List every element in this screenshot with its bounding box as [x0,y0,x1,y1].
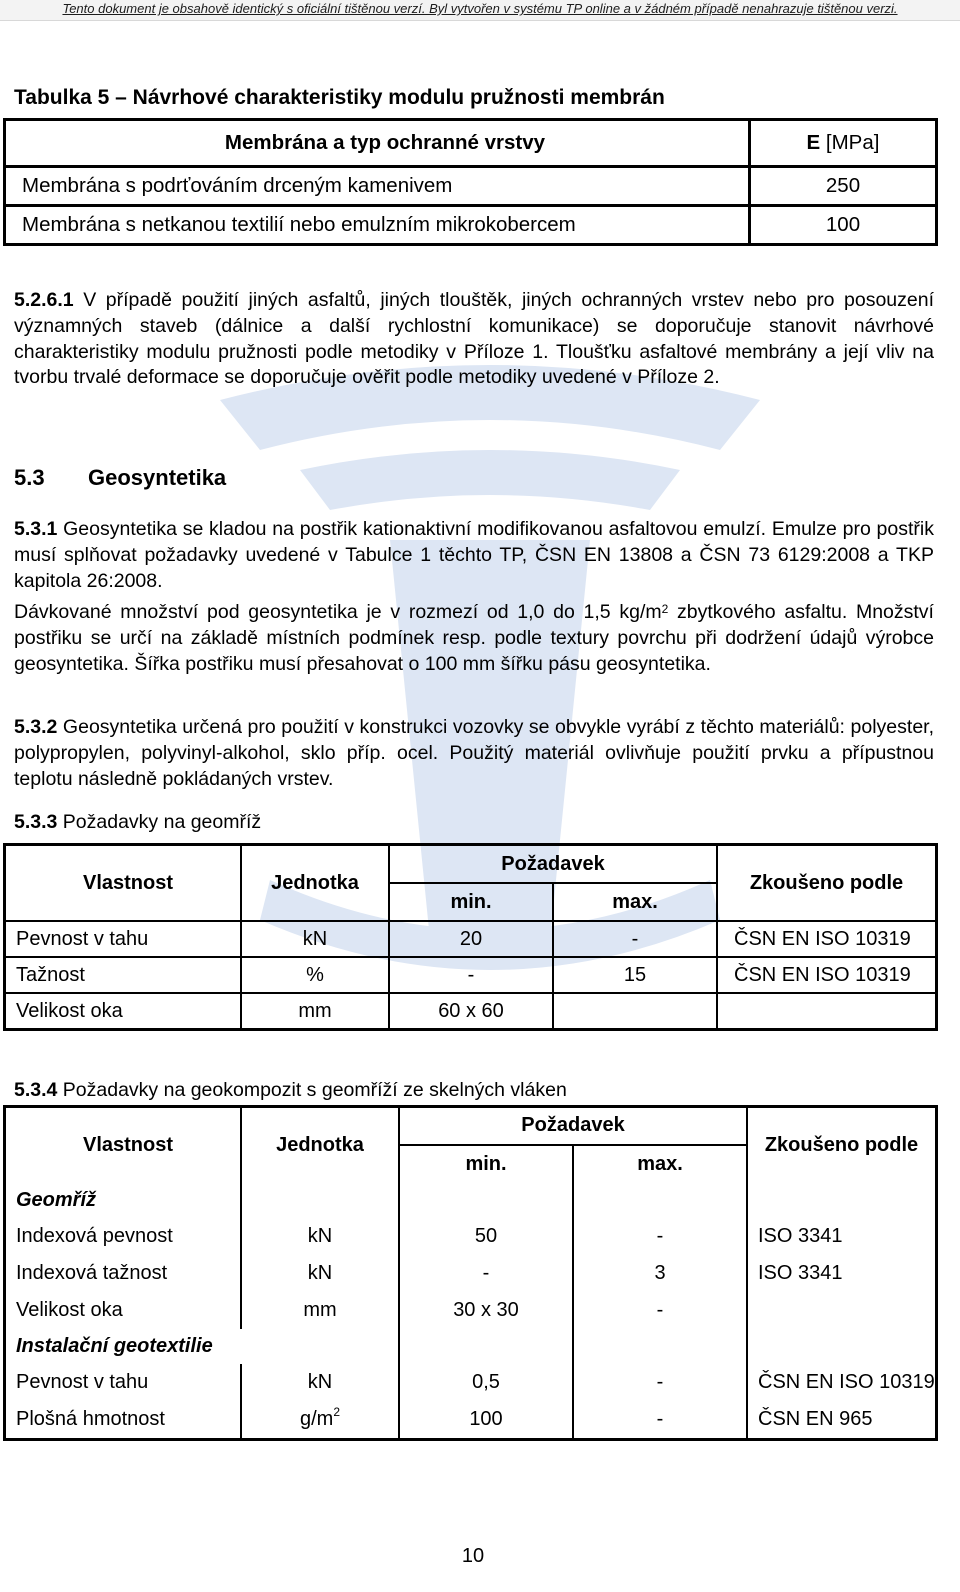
page-number: 10 [461,1545,485,1567]
header-vlastnost: Vlastnost [5,845,242,922]
header-jednotka: Jednotka [241,845,389,922]
header-max: max. [553,883,717,921]
paragraph-5-3-1 [14,517,934,594]
header-zkouseno: Zkoušeno podle [749,871,904,894]
paragraph-5-3-2 [14,715,934,792]
paragraph-text: Geosyntetika se kladou na postřik kationaktivní modifikovanou asfaltovou emulzí. Emulze pro postřik musí splňovat požadavky uvedené v Tabulce 1 těchto TP, ČSN EN 13808 a ČSN 73 6129:2008 a TKP kapitola 26:2008. [14,518,934,592]
paragraph-5-2-6-1 [14,288,934,391]
table-row: Velikost oka mm 60 x 60 [5,993,937,1030]
header-jednotka: Jednotka [241,1107,399,1183]
table-section-row [5,1183,937,1218]
paragraph-text: Geosyntetika určená pro použití v konstrukci vozovky se obvykle vyrábí z těchto materiálů: polyester, polypropylen, polyvinyl-alkohol, sklo příp. ocel. Použitý materiál ovlivňuje použití prvku a přípustnou teplotu následně pokládaných vrstev. [14,716,934,790]
table-row: Tažnost % - 15 ČSN EN ISO 10319 [5,957,937,993]
section-instalacni-geotextilie: Instalační geotextilie [5,1329,400,1364]
paragraph-number: 5.3.2 [14,716,58,738]
table-row [5,206,937,245]
table-row: Indexová pevnost kN 50 - ISO 3341 [5,1218,937,1255]
table5-cell-label: Membrána s netkanou textilií nebo emulzním mikrokobercem [5,206,750,245]
header-pozadavek: Požadavek [399,1107,747,1145]
section-number: 5.3 [14,465,45,490]
header-min: min. [399,1145,573,1183]
geogrid-requirements-table [3,843,938,1031]
table5-header-modulus: E [MPa] [750,120,937,167]
paragraph-number: 5.2.6.1 [14,289,74,311]
header-max: max. [573,1145,747,1183]
table-row: Pevnost v tahu kN 20 - ČSN EN ISO 10319 [5,921,937,957]
geocomposite-requirements-table [3,1105,938,1441]
table-section-row [5,1329,937,1364]
table5-caption: Tabulka 5 – Návrhové charakteristiky modulu pružnosti membrán [14,86,665,109]
header-vlastnost: Vlastnost [5,1107,242,1183]
heading-5-3-4: 5.3.4 Požadavky na geokompozit s geomříží ze skelných vláken [14,1079,567,1101]
section-geomriz: Geomříž [5,1183,242,1218]
table-row: Velikost oka mm 30 x 30 - [5,1292,937,1329]
header-min: min. [389,883,553,921]
table-row: Indexová tažnost kN - 3 ISO 3341 [5,1255,937,1292]
table-row [5,167,937,206]
paragraph-text: V případě použití jiných asfaltů, jiných tlouštěk, jiných ochranných vrstev nebo pro posouzení významných staveb (dálnice a další rychlostní komunikace) se doporučuje stanovit návrhové charakteristiky modulu pružnosti podle metodiky v Příloze 1. Tloušťku asfaltové membrány a její vliv na tvorbu trvalé deformace se doporučuje ověřit podle metodiky uvedené v Příloze 2. [14,289,934,389]
heading-5-3-3: 5.3.3 Požadavky na geomříž [14,811,262,833]
table-row: Pevnost v tahu kN 0,5 - ČSN EN ISO 10319 [5,1364,937,1401]
section-title: Geosyntetika [88,465,227,490]
table-row: Plošná hmotnost $g/m^2$ 100 - ČSN EN 965 [5,1401,937,1440]
table5-cell-label: Membrána s podrťováním drceným kamenivem [5,167,750,206]
table5-header-material: Membrána a typ ochranné vrstvy [5,120,750,167]
header-zkouseno: Zkoušeno podle [764,1133,919,1156]
header-pozadavek: Požadavek [389,845,717,884]
section-heading [14,465,226,491]
table5-cell-value: 100 [825,213,861,236]
paragraph-5-3-1-dosage: Dávkované množství pod geosyntetika je v rozmezí od 1,0 do 1,5 $kg/m^2$ zbytkového asfaltu. Množství postřiku se určí na základě místních podmínek resp. podle textury povrchu při dodržení údajů výrobce geosyntetika. Šířka postřiku musí přesahovat o 100 mm šířku pásu geosyntetika. [14,601,934,675]
paragraph-number: 5.3.1 [14,518,58,540]
table5-cell-value: 250 [750,167,937,206]
disclaimer-banner: Tento dokument je obsahově identický s oficiální tištěnou verzí. Byl vytvořen v systému TP online a v žádném případě nenahrazuje tištěnou verzi. [0,0,960,21]
table5 [3,118,938,246]
